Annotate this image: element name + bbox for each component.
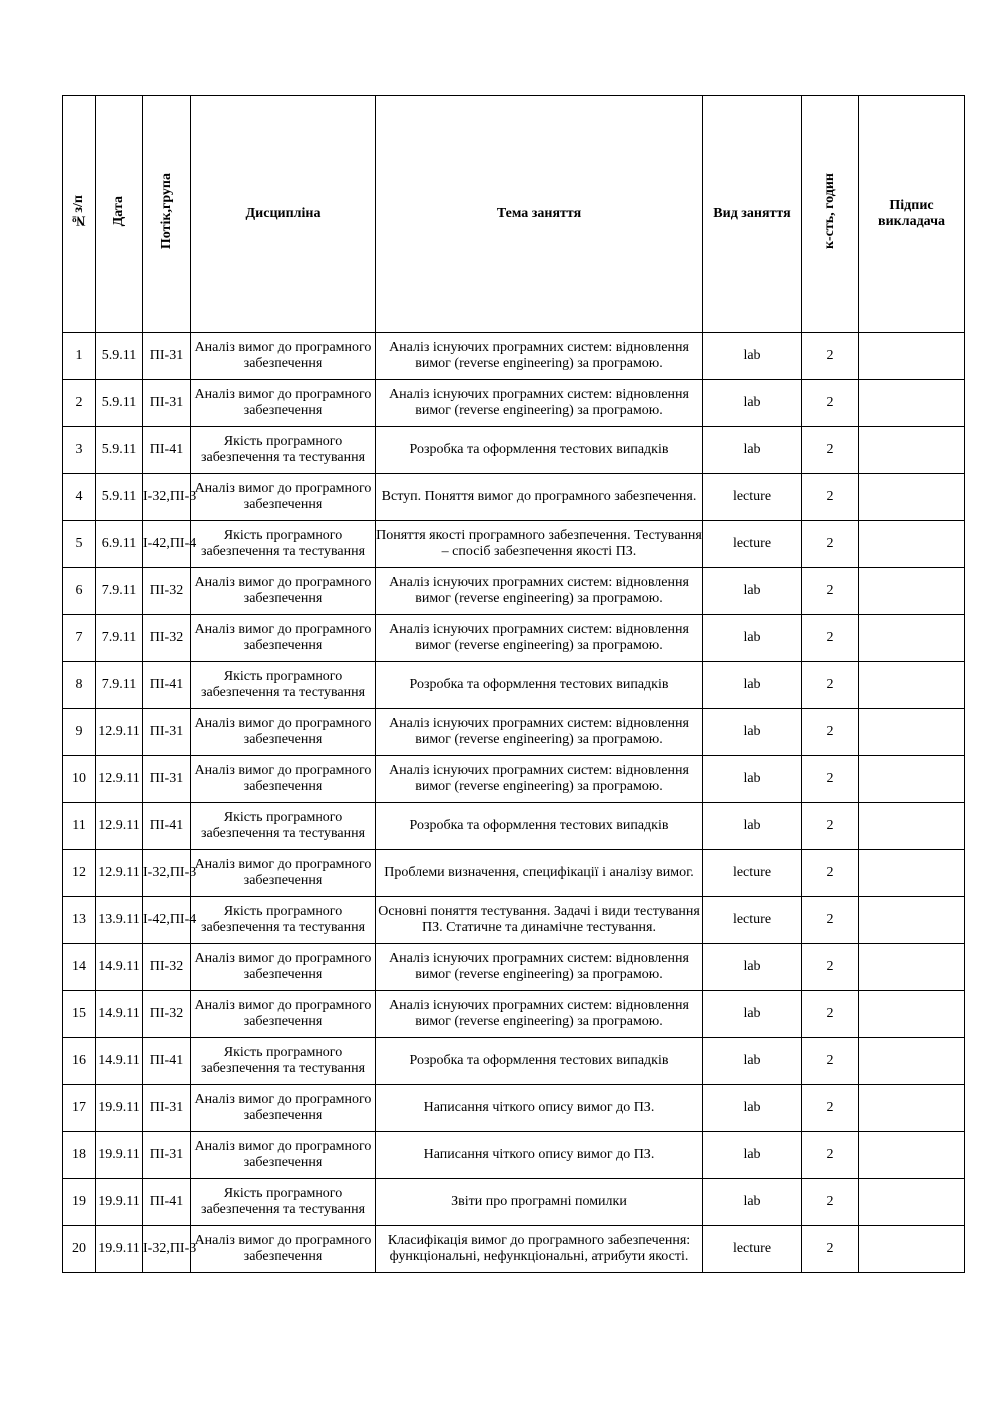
cell-group: ПІ-41 — [143, 1179, 191, 1226]
cell-signature — [859, 850, 965, 897]
cell-signature — [859, 803, 965, 850]
cell-type: lab — [703, 991, 802, 1038]
cell-group: ПІ-31 — [143, 1132, 191, 1179]
cell-hours: 2 — [802, 521, 859, 568]
cell-topic: Аналіз існуючих програмних систем: відновлення вимог (reverse engineering) за програмою. — [376, 709, 703, 756]
cell-discipline: Якість програмного забезпечення та тестування — [191, 1038, 376, 1085]
cell-topic: Аналіз існуючих програмних систем: відновлення вимог (reverse engineering) за програмою. — [376, 756, 703, 803]
cell-signature — [859, 1038, 965, 1085]
cell-num: 6 — [63, 568, 96, 615]
cell-num: 10 — [63, 756, 96, 803]
cell-signature — [859, 1226, 965, 1273]
cell-date: 12.9.11 — [96, 756, 143, 803]
table-row — [63, 474, 965, 521]
cell-date: 6.9.11 — [96, 521, 143, 568]
cell-type: lab — [703, 756, 802, 803]
cell-type: lab — [703, 1132, 802, 1179]
cell-discipline: Аналіз вимог до програмного забезпечення — [191, 1226, 376, 1273]
cell-discipline: Аналіз вимог до програмного забезпечення — [191, 756, 376, 803]
header-row — [63, 96, 965, 333]
table-row — [63, 1038, 965, 1085]
cell-type: lecture — [703, 474, 802, 521]
cell-hours: 2 — [802, 1179, 859, 1226]
cell-num: 14 — [63, 944, 96, 991]
cell-discipline: Якість програмного забезпечення та тестування — [191, 803, 376, 850]
cell-hours: 2 — [802, 991, 859, 1038]
cell-hours: 2 — [802, 756, 859, 803]
table-row — [63, 944, 965, 991]
cell-hours: 2 — [802, 1085, 859, 1132]
schedule-table — [62, 95, 965, 1273]
cell-group: ПІ-41 — [143, 1038, 191, 1085]
cell-hours: 2 — [802, 709, 859, 756]
table-row — [63, 1226, 965, 1273]
table-row — [63, 615, 965, 662]
cell-group: ПІ-31 — [143, 333, 191, 380]
cell-num: 9 — [63, 709, 96, 756]
cell-signature — [859, 662, 965, 709]
cell-signature — [859, 380, 965, 427]
cell-num: 2 — [63, 380, 96, 427]
cell-signature — [859, 521, 965, 568]
cell-group: ПІ-41 — [143, 662, 191, 709]
header-num-label: №з/п — [71, 195, 86, 228]
header-discipline: Дисципліна — [191, 96, 376, 333]
cell-signature — [859, 333, 965, 380]
cell-hours: 2 — [802, 803, 859, 850]
cell-num: 12 — [63, 850, 96, 897]
cell-group: ПІ-31 — [143, 756, 191, 803]
table-row — [63, 1179, 965, 1226]
cell-topic: Основні поняття тестування. Задачі і види тестування ПЗ. Статичне та динамічне тестування. — [376, 897, 703, 944]
cell-type: lab — [703, 709, 802, 756]
cell-date: 5.9.11 — [96, 380, 143, 427]
cell-topic: Проблеми визначення, специфікації і аналізу вимог. — [376, 850, 703, 897]
cell-group: ПІ-32 — [143, 568, 191, 615]
cell-hours: 2 — [802, 944, 859, 991]
cell-discipline: Якість програмного забезпечення та тестування — [191, 1179, 376, 1226]
cell-topic: Написання чіткого опису вимог до ПЗ. — [376, 1132, 703, 1179]
cell-date: 14.9.11 — [96, 944, 143, 991]
cell-hours: 2 — [802, 568, 859, 615]
header-signature — [859, 96, 965, 333]
header-signature-line2: викладача — [878, 214, 945, 229]
cell-topic: Розробка та оформлення тестових випадків — [376, 427, 703, 474]
cell-signature — [859, 427, 965, 474]
cell-discipline: Аналіз вимог до програмного забезпечення — [191, 1085, 376, 1132]
cell-hours: 2 — [802, 380, 859, 427]
header-hours — [802, 96, 859, 333]
header-num — [63, 96, 96, 333]
cell-group: ПІ-32 — [143, 991, 191, 1038]
cell-group: ПІ-31 — [143, 709, 191, 756]
cell-date: 14.9.11 — [96, 1038, 143, 1085]
cell-signature — [859, 991, 965, 1038]
cell-discipline: Аналіз вимог до програмного забезпечення — [191, 380, 376, 427]
cell-group: І-32,ПІ-3 — [143, 474, 191, 521]
table-row — [63, 756, 965, 803]
cell-group: ПІ-31 — [143, 380, 191, 427]
table-row — [63, 427, 965, 474]
cell-date: 7.9.11 — [96, 568, 143, 615]
cell-discipline: Якість програмного забезпечення та тестування — [191, 662, 376, 709]
cell-discipline: Аналіз вимог до програмного забезпечення — [191, 615, 376, 662]
cell-discipline: Аналіз вимог до програмного забезпечення — [191, 709, 376, 756]
cell-signature — [859, 1132, 965, 1179]
cell-num: 19 — [63, 1179, 96, 1226]
cell-group: ПІ-41 — [143, 803, 191, 850]
cell-type: lab — [703, 333, 802, 380]
cell-discipline: Аналіз вимог до програмного забезпечення — [191, 333, 376, 380]
table-row — [63, 1132, 965, 1179]
cell-discipline: Якість програмного забезпечення та тестування — [191, 897, 376, 944]
cell-type: lab — [703, 615, 802, 662]
cell-date: 7.9.11 — [96, 615, 143, 662]
cell-topic: Аналіз існуючих програмних систем: відновлення вимог (reverse engineering) за програмою. — [376, 380, 703, 427]
cell-hours: 2 — [802, 474, 859, 521]
cell-group: І-42,ПІ-4 — [143, 521, 191, 568]
cell-signature — [859, 474, 965, 521]
cell-date: 5.9.11 — [96, 474, 143, 521]
cell-discipline: Аналіз вимог до програмного забезпечення — [191, 850, 376, 897]
cell-type: lab — [703, 568, 802, 615]
cell-hours: 2 — [802, 662, 859, 709]
table-row — [63, 991, 965, 1038]
header-topic: Тема заняття — [376, 96, 703, 333]
table-row — [63, 333, 965, 380]
cell-type: lecture — [703, 897, 802, 944]
table-row — [63, 897, 965, 944]
cell-topic: Вступ. Поняття вимог до програмного забезпечення. — [376, 474, 703, 521]
cell-group: ПІ-32 — [143, 944, 191, 991]
cell-group: ПІ-31 — [143, 1085, 191, 1132]
header-group-label: Потік,група — [158, 173, 174, 250]
header-group — [143, 96, 191, 333]
cell-num: 8 — [63, 662, 96, 709]
cell-topic: Розробка та оформлення тестових випадків — [376, 803, 703, 850]
cell-type: lab — [703, 1038, 802, 1085]
cell-topic: Аналіз існуючих програмних систем: відновлення вимог (reverse engineering) за програмою. — [376, 944, 703, 991]
table-row — [63, 662, 965, 709]
cell-num: 16 — [63, 1038, 96, 1085]
table-row — [63, 709, 965, 756]
cell-discipline: Аналіз вимог до програмного забезпечення — [191, 944, 376, 991]
cell-topic: Розробка та оформлення тестових випадків — [376, 1038, 703, 1085]
header-hours-label: к-сть, годин — [822, 173, 837, 250]
cell-signature — [859, 568, 965, 615]
cell-topic: Аналіз існуючих програмних систем: відновлення вимог (reverse engineering) за програмою. — [376, 991, 703, 1038]
cell-num: 4 — [63, 474, 96, 521]
header-signature-line1: Підпис — [889, 198, 934, 213]
cell-topic: Аналіз існуючих програмних систем: відновлення вимог (reverse engineering) за програмою. — [376, 333, 703, 380]
cell-group: ПІ-41 — [143, 427, 191, 474]
cell-num: 18 — [63, 1132, 96, 1179]
header-date — [96, 96, 143, 333]
cell-hours: 2 — [802, 1226, 859, 1273]
cell-discipline: Аналіз вимог до програмного забезпечення — [191, 568, 376, 615]
cell-num: 11 — [63, 803, 96, 850]
header-date-label: Дата — [111, 196, 126, 227]
cell-date: 7.9.11 — [96, 662, 143, 709]
cell-date: 14.9.11 — [96, 991, 143, 1038]
cell-discipline: Аналіз вимог до програмного забезпечення — [191, 991, 376, 1038]
cell-discipline: Аналіз вимог до програмного забезпечення — [191, 1132, 376, 1179]
cell-date: 12.9.11 — [96, 850, 143, 897]
cell-date: 12.9.11 — [96, 803, 143, 850]
cell-hours: 2 — [802, 850, 859, 897]
cell-type: lab — [703, 427, 802, 474]
cell-date: 5.9.11 — [96, 427, 143, 474]
cell-type: lab — [703, 380, 802, 427]
cell-type: lecture — [703, 850, 802, 897]
cell-group: ПІ-32 — [143, 615, 191, 662]
cell-date: 19.9.11 — [96, 1226, 143, 1273]
cell-topic: Звіти про програмні помилки — [376, 1179, 703, 1226]
cell-hours: 2 — [802, 897, 859, 944]
cell-num: 13 — [63, 897, 96, 944]
cell-date: 12.9.11 — [96, 709, 143, 756]
table-row — [63, 1085, 965, 1132]
cell-discipline: Якість програмного забезпечення та тестування — [191, 427, 376, 474]
cell-group: І-42,ПІ-4 — [143, 897, 191, 944]
table-row — [63, 803, 965, 850]
cell-date: 19.9.11 — [96, 1085, 143, 1132]
cell-type: lab — [703, 944, 802, 991]
cell-date: 19.9.11 — [96, 1179, 143, 1226]
cell-num: 3 — [63, 427, 96, 474]
cell-topic: Класифікація вимог до програмного забезпечення: функціональні, нефункціональні, атрибути якості. — [376, 1226, 703, 1273]
cell-signature — [859, 756, 965, 803]
cell-hours: 2 — [802, 427, 859, 474]
cell-num: 1 — [63, 333, 96, 380]
cell-hours: 2 — [802, 333, 859, 380]
table-row — [63, 850, 965, 897]
cell-type: lecture — [703, 521, 802, 568]
table-body — [63, 333, 965, 1273]
cell-hours: 2 — [802, 615, 859, 662]
cell-discipline: Якість програмного забезпечення та тестування — [191, 521, 376, 568]
cell-topic: Написання чіткого опису вимог до ПЗ. — [376, 1085, 703, 1132]
cell-signature — [859, 615, 965, 662]
cell-type: lab — [703, 1179, 802, 1226]
cell-signature — [859, 1085, 965, 1132]
cell-topic: Аналіз існуючих програмних систем: відновлення вимог (reverse engineering) за програмою. — [376, 568, 703, 615]
table-row — [63, 521, 965, 568]
cell-signature — [859, 897, 965, 944]
cell-num: 20 — [63, 1226, 96, 1273]
cell-signature — [859, 709, 965, 756]
cell-signature — [859, 944, 965, 991]
cell-topic: Поняття якості програмного забезпечення. Тестування – спосіб забезпечення якості ПЗ. — [376, 521, 703, 568]
header-type: Вид заняття — [703, 96, 802, 333]
cell-topic: Розробка та оформлення тестових випадків — [376, 662, 703, 709]
cell-type: lecture — [703, 1226, 802, 1273]
cell-signature — [859, 1179, 965, 1226]
cell-group: І-32,ПІ-3 — [143, 850, 191, 897]
cell-type: lab — [703, 1085, 802, 1132]
cell-num: 7 — [63, 615, 96, 662]
cell-type: lab — [703, 803, 802, 850]
cell-num: 5 — [63, 521, 96, 568]
cell-date: 13.9.11 — [96, 897, 143, 944]
cell-num: 15 — [63, 991, 96, 1038]
table-row — [63, 380, 965, 427]
cell-type: lab — [703, 662, 802, 709]
cell-date: 5.9.11 — [96, 333, 143, 380]
table-row — [63, 568, 965, 615]
cell-date: 19.9.11 — [96, 1132, 143, 1179]
cell-topic: Аналіз існуючих програмних систем: відновлення вимог (reverse engineering) за програмою. — [376, 615, 703, 662]
cell-hours: 2 — [802, 1038, 859, 1085]
cell-group: І-32,ПІ-3 — [143, 1226, 191, 1273]
cell-hours: 2 — [802, 1132, 859, 1179]
cell-num: 17 — [63, 1085, 96, 1132]
cell-discipline: Аналіз вимог до програмного забезпечення — [191, 474, 376, 521]
